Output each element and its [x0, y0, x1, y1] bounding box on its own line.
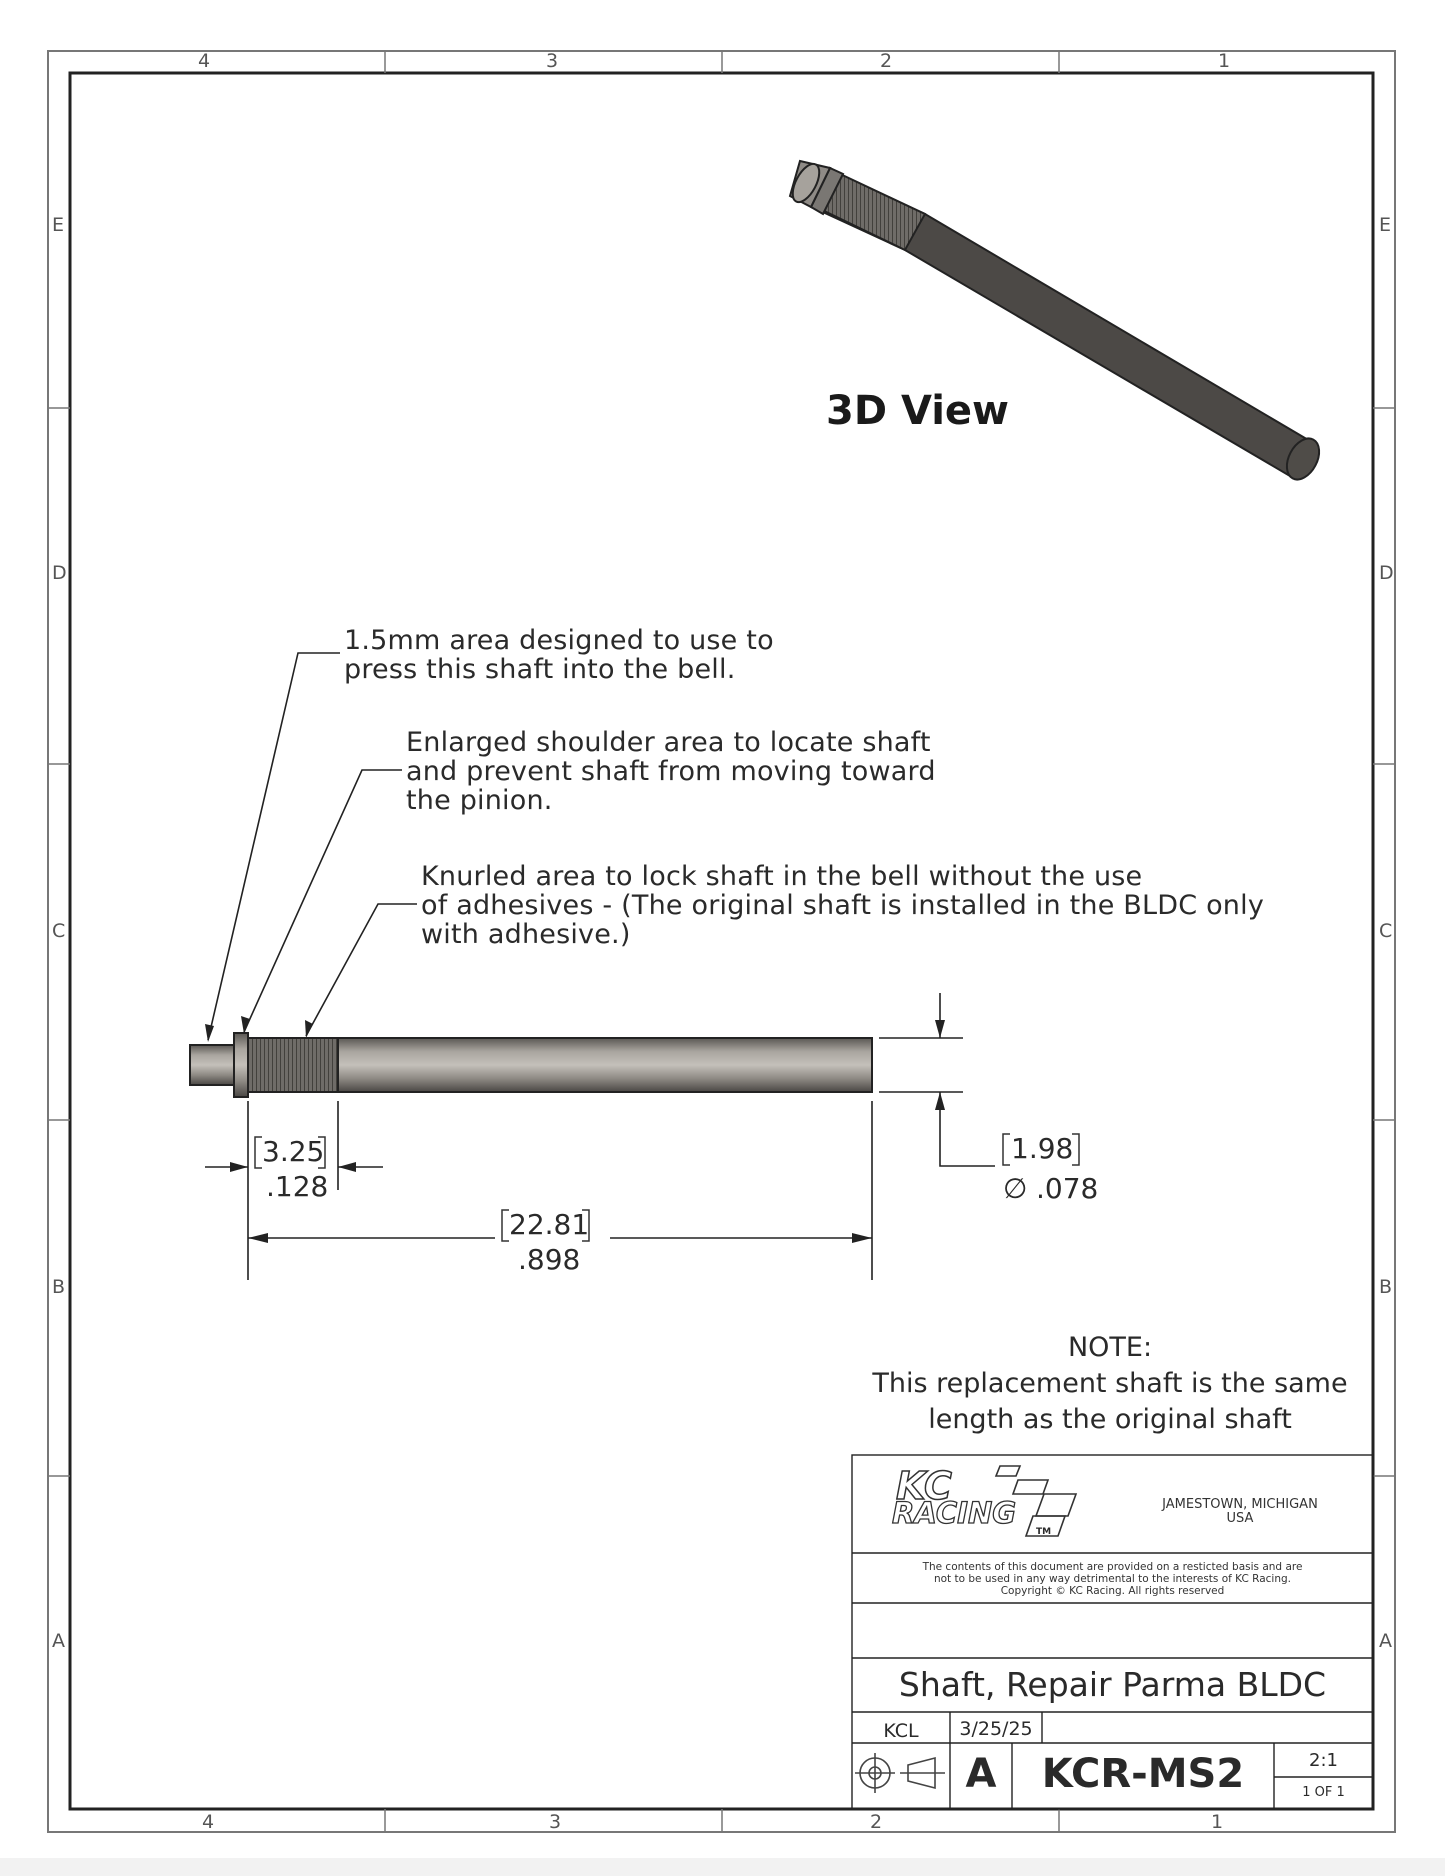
zone-label-right: D	[1379, 562, 1394, 584]
zone-label-left: D	[52, 562, 67, 584]
disclaimer-text: The contents of this document are provided on a resticted basis and are not to be used in any way detrimental to the interests of KC Racing. Copyright © KC Racing. All rights reserved	[922, 1561, 1303, 1597]
dim-knurl-mm: 3.25	[262, 1135, 325, 1168]
callout-press-area: 1.5mm area designed to use to press this shaft into the bell.	[344, 625, 774, 685]
drawing-note: NOTE: This replacement shaft is the same length as the original shaft	[872, 1332, 1348, 1435]
zone-label-right: C	[1379, 920, 1393, 942]
logo-text-racing: RACING	[892, 1496, 1017, 1530]
company-location: JAMESTOWN, MICHIGAN USA	[1162, 1497, 1318, 1526]
sheet-size: A	[965, 1751, 997, 1797]
dim-length-mm: 22.81	[509, 1208, 590, 1241]
drawing-date: 3/25/25	[959, 1718, 1033, 1740]
callout-shoulder: Enlarged shoulder area to locate shaft and prevent shaft from moving toward the pinion.	[406, 727, 936, 816]
zone-label-bottom: 4	[202, 1811, 215, 1833]
drawing-scale: 2:1	[1309, 1750, 1338, 1771]
zone-label-left: A	[52, 1630, 65, 1652]
dim-knurl-inch: .128	[266, 1170, 329, 1203]
zone-label-left: E	[52, 214, 65, 236]
dim-diameter-mm: 1.98	[1011, 1132, 1074, 1165]
dim-diameter-symbol: ∅	[1003, 1172, 1028, 1205]
drawing-title: Shaft, Repair Parma BLDC	[898, 1665, 1327, 1704]
zone-label-top: 4	[198, 50, 211, 72]
zone-label-right: E	[1379, 214, 1392, 236]
zone-label-bottom: 1	[1211, 1811, 1224, 1833]
dim-diameter-inch: .078	[1036, 1172, 1099, 1205]
zone-label-right: A	[1379, 1630, 1392, 1652]
zone-label-bottom: 2	[870, 1811, 883, 1833]
logo-text-kc: KC	[896, 1464, 953, 1508]
view-3d-label: 3D View	[826, 388, 1010, 434]
dim-length-inch: .898	[518, 1243, 581, 1276]
callout-knurled: Knurled area to lock shaft in the bell without the use of adhesives - (The original shaft is installed in the BLDC only with adhesive.)	[421, 861, 1264, 950]
zone-label-right: B	[1379, 1276, 1393, 1298]
sheet-number: 1 OF 1	[1302, 1785, 1345, 1800]
zone-label-bottom: 3	[549, 1811, 562, 1833]
zone-label-left: C	[52, 920, 66, 942]
zone-label-top: 1	[1218, 50, 1231, 72]
zone-label-top: 3	[546, 50, 559, 72]
part-number: KCR-MS2	[1041, 1751, 1245, 1797]
drawn-by: KCL	[883, 1720, 919, 1742]
logo-trademark: TM	[1036, 1527, 1052, 1537]
shaft-side-view	[190, 1033, 872, 1097]
zone-label-top: 2	[880, 50, 893, 72]
zone-label-left: B	[52, 1276, 66, 1298]
